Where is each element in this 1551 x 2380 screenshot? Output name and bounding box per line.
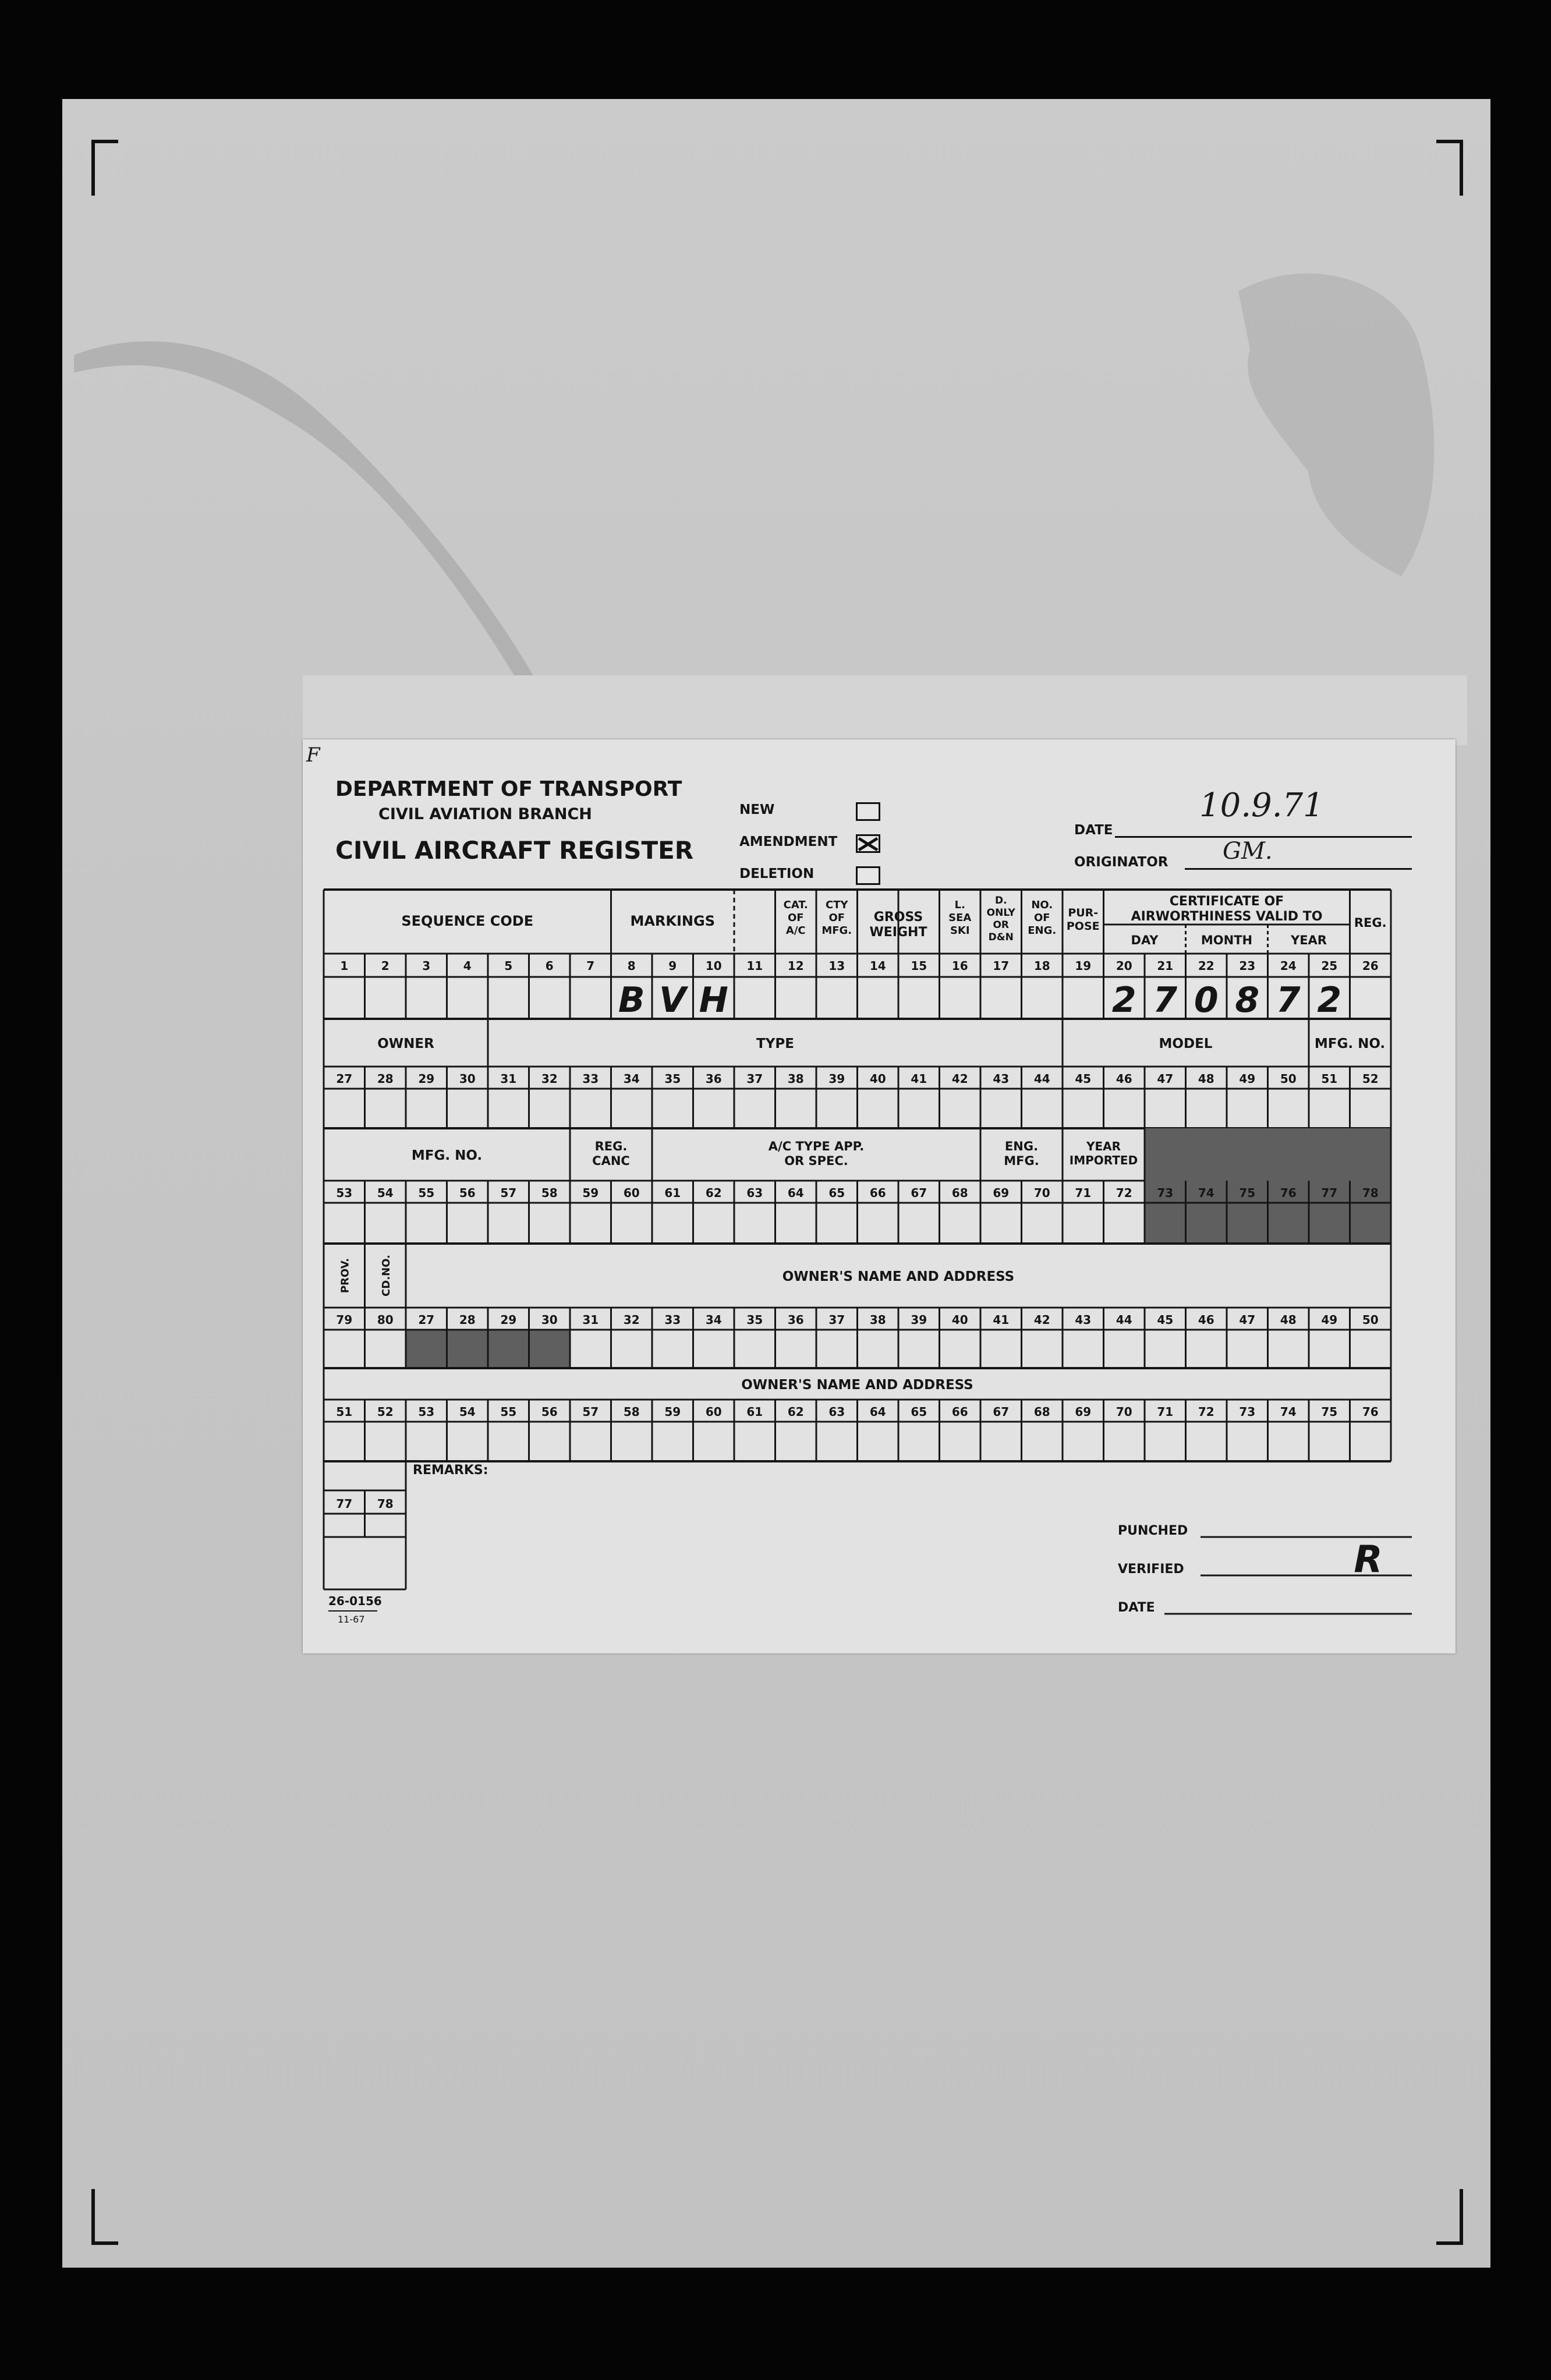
section2-column-number: 33 [582,1072,599,1086]
section4-column-number: 43 [1075,1313,1092,1327]
card-shadow [303,675,1467,745]
section5-column-number: 61 [746,1405,763,1419]
section5-column-number: 69 [1075,1405,1092,1419]
section2-column-number: 34 [623,1072,640,1086]
section3-column-number: 64 [787,1186,804,1200]
cty-header: OF [828,912,845,924]
punched-label: PUNCHED [1118,1524,1188,1538]
section5-column-number: 63 [828,1405,845,1419]
section4-column-number: 27 [418,1313,435,1327]
section5-column-number: 70 [1116,1405,1132,1419]
no-eng-header: ENG. [1028,925,1057,937]
form-number-rule [328,1610,377,1612]
handwritten-entry: 0 [1194,980,1219,1021]
markings-header: MARKINGS [630,913,716,929]
section1-column-number: 19 [1075,959,1092,973]
section3-column-number: 67 [911,1186,927,1200]
section4-column-number: 29 [500,1313,517,1327]
cat-header: OF [787,912,804,924]
section2-column-number: 30 [459,1072,476,1086]
prov-header: PROV. [339,1258,352,1294]
section1-column-number: 11 [746,959,763,973]
form-date-text: 11-67 [338,1614,365,1625]
ac-type-header: OR SPEC. [784,1154,848,1168]
section5-column-number: 56 [541,1405,558,1419]
section2-column-number: 32 [541,1072,558,1086]
year-header: YEAR [1291,933,1327,947]
section1-column-number: 2 [381,959,389,973]
section3-column-number: 75 [1239,1186,1256,1200]
section5-column-number: 55 [500,1405,517,1419]
section4-column-number: 34 [705,1313,722,1327]
section5-column-number: 68 [1033,1405,1050,1419]
section2-column-number: 28 [377,1072,394,1086]
purpose-header: PUR- [1068,906,1099,919]
section2-column-number: 44 [1033,1072,1050,1086]
section1-column-number: 7 [586,959,595,973]
section2-column-number: 51 [1321,1072,1338,1086]
section3-column-number: 74 [1198,1186,1214,1200]
section3-column-number: 77 [1321,1186,1338,1200]
section4-column-number: 49 [1321,1313,1338,1327]
section5-column-number: 71 [1157,1405,1174,1419]
section2-column-number: 31 [500,1072,517,1086]
reg-canc-header: CANC [592,1154,630,1168]
section1-column-number: 26 [1362,959,1379,973]
section5-column-number: 75 [1321,1405,1338,1419]
no-eng-header: NO. [1031,899,1053,911]
purpose-header: POSE [1066,920,1100,933]
section2-column-number: 27 [336,1072,353,1086]
year-imported-header: YEAR [1086,1139,1121,1153]
section4-column-number: 41 [993,1313,1010,1327]
sequence-code-header: SEQUENCE CODE [401,913,534,929]
section3-column-number: 61 [664,1186,681,1200]
crop-mark-bottom-right [1436,2189,1463,2245]
section1-column-number: 1 [340,959,349,973]
corner-mark: F [306,743,320,767]
section1-column-number: 22 [1198,959,1214,973]
section4-column-number: 47 [1239,1313,1256,1327]
section2-column-number: 40 [869,1072,886,1086]
section1-column-number: 21 [1157,959,1174,973]
section3-column-number: 56 [459,1186,476,1200]
section2-column-number: 45 [1075,1072,1092,1086]
ac-type-header: A/C TYPE APP. [768,1139,865,1153]
section5-column-number: 57 [582,1405,599,1419]
day-header: DAY [1131,933,1159,947]
register-title: CIVIL AIRCRAFT REGISTER [335,836,694,865]
year-imported-header: IMPORTED [1069,1153,1138,1167]
originator-label: ORIGINATOR [1074,855,1168,870]
section5-column-number: 73 [1239,1405,1256,1419]
section2-column-number: 36 [705,1072,722,1086]
section4-column-number: 46 [1198,1313,1214,1327]
section1-column-number: 23 [1239,959,1256,973]
section4-column-number: 45 [1157,1313,1174,1327]
certificate-header: AIRWORTHINESS VALID TO [1131,909,1323,924]
model-header: MODEL [1159,1036,1213,1051]
section3-column-number: 57 [500,1186,517,1200]
section3-column-number: 66 [869,1186,886,1200]
section1-column-number: 10 [705,959,722,973]
section1-column-number: 13 [828,959,845,973]
section1-column-number: 15 [911,959,927,973]
reg-header: REG. [1354,916,1387,930]
d-only-header: OR [993,919,1010,931]
section2-column-number: 41 [911,1072,927,1086]
section4-column-number: 39 [911,1313,927,1327]
remarks-label: REMARKS: [413,1463,488,1478]
section3-column-number: 73 [1157,1186,1174,1200]
handwritten-entry: 7 [1153,980,1178,1021]
footer-column-number: 78 [377,1497,394,1511]
section2-column-number: 52 [1362,1072,1379,1086]
section2-column-number: 50 [1280,1072,1297,1086]
section4-column-number: 38 [869,1313,886,1327]
d-only-header: D&N [988,932,1014,943]
cd-no-header: CD.NO. [380,1255,392,1297]
section2-column-number: 38 [787,1072,804,1086]
cat-header: CAT. [783,899,808,911]
section4-column-number: 37 [828,1313,845,1327]
section4-column-number: 32 [623,1313,640,1327]
crop-mark-top-left [91,140,118,196]
handwritten-entry: 2 [1317,980,1342,1021]
section5-column-number: 67 [993,1405,1010,1419]
section5-column-number: 51 [336,1405,353,1419]
crop-mark-top-right [1436,140,1463,196]
footer-column-number: 77 [336,1497,353,1511]
handwritten-entry: 7 [1276,980,1301,1021]
amendment-label: AMENDMENT [739,834,838,849]
mfg-no-header: MFG. NO. [1314,1036,1386,1051]
section1-column-number: 12 [787,959,804,973]
section4-column-number: 30 [541,1313,558,1327]
section2-column-number: 48 [1198,1072,1214,1086]
section1-column-number: 8 [627,959,636,973]
section1-column-number: 17 [993,959,1010,973]
section4-column-number: 28 [459,1313,476,1327]
section3-column-number: 76 [1280,1186,1297,1200]
handwritten-entry: 2 [1111,980,1136,1021]
section1-column-number: 18 [1033,959,1050,973]
section1-column-number: 6 [545,959,554,973]
section3-column-number: 72 [1116,1186,1132,1200]
handwritten-entry: 8 [1235,980,1260,1021]
handwritten-entry: B [618,980,645,1021]
section1-column-number: 14 [869,959,886,973]
gross-weight-header: GROSS [873,910,923,925]
register-grid [303,739,1456,1653]
form-number-text: 26-0156 [328,1594,382,1608]
section3-column-number: 68 [951,1186,968,1200]
verified-label: VERIFIED [1118,1562,1184,1577]
section5-column-number: 58 [623,1405,640,1419]
register-card [303,739,1456,1653]
section3-column-number: 69 [993,1186,1010,1200]
mfg-no-header-2: MFG. NO. [411,1148,483,1163]
section2-column-number: 43 [993,1072,1010,1086]
owner-name-header-2: OWNER'S NAME AND ADDRESS [741,1377,973,1393]
section5-column-number: 76 [1362,1405,1379,1419]
section5-column-number: 59 [664,1405,681,1419]
department-title: DEPARTMENT OF TRANSPORT [335,777,682,801]
section4-column-number: 50 [1362,1313,1379,1327]
eng-mfg-header: ENG. [1004,1139,1039,1153]
originator-value[interactable]: GM. [1223,838,1273,865]
section4-column-number: 40 [951,1313,968,1327]
owner-name-header: OWNER'S NAME AND ADDRESS [782,1269,1015,1284]
section3-column-number: 53 [336,1186,353,1200]
no-eng-header: OF [1033,912,1050,924]
section4-column-number: 48 [1280,1313,1297,1327]
crop-mark-bottom-left [91,2189,118,2245]
section5-column-number: 65 [911,1405,927,1419]
d-only-header: ONLY [986,907,1015,919]
section2-column-number: 37 [746,1072,763,1086]
section3-column-number: 65 [828,1186,845,1200]
handwritten-entry: H [699,980,728,1021]
section3-column-number: 58 [541,1186,558,1200]
section5-column-number: 62 [787,1405,804,1419]
section4-column-number: 44 [1116,1313,1132,1327]
section1-column-number: 24 [1280,959,1297,973]
section5-column-number: 72 [1198,1405,1214,1419]
deletion-label: DELETION [739,866,815,881]
section2-column-number: 46 [1116,1072,1132,1086]
section4-column-number: 35 [746,1313,763,1327]
new-label: NEW [739,802,775,817]
section5-column-number: 66 [951,1405,968,1419]
section3-column-number: 54 [377,1186,394,1200]
branch-title: CIVIL AVIATION BRANCH [378,805,592,823]
date-label: DATE [1074,823,1113,838]
section2-column-number: 47 [1157,1072,1174,1086]
section5-column-number: 64 [869,1405,886,1419]
section3-column-number: 59 [582,1186,599,1200]
section2-column-number: 35 [664,1072,681,1086]
cty-header: CTY [825,899,848,911]
section4-column-number: 42 [1033,1313,1050,1327]
section5-column-number: 74 [1280,1405,1297,1419]
section4-column-number: 79 [336,1313,353,1327]
section3-column-number: 62 [705,1186,722,1200]
section2-column-number: 42 [951,1072,968,1086]
section1-column-number: 3 [422,959,431,973]
section5-column-number: 60 [705,1405,722,1419]
l-sea-ski-header: SEA [948,912,972,924]
section1-column-number: 4 [463,959,472,973]
owner-header: OWNER [377,1036,434,1051]
section4-column-number: 31 [582,1313,599,1327]
section1-column-number: 16 [951,959,968,973]
month-header: MONTH [1201,933,1253,947]
section5-column-number: 53 [418,1405,435,1419]
section1-column-number: 20 [1116,959,1132,973]
section4-column-number: 80 [377,1313,394,1327]
date-value[interactable]: 10.9.71 [1199,787,1324,824]
section5-column-number: 52 [377,1405,394,1419]
eng-mfg-header: MFG. [1004,1154,1039,1168]
handwritten-entry: V [659,980,686,1021]
reg-canc-header: REG. [594,1139,628,1153]
cat-header: A/C [785,925,806,937]
cty-header: MFG. [821,925,852,937]
section3-column-number: 55 [418,1186,435,1200]
l-sea-ski-header: L. [954,899,965,911]
section4-column-number: 36 [787,1313,804,1327]
section1-column-number: 25 [1321,959,1338,973]
certificate-header: CERTIFICATE OF [1169,894,1284,909]
section3-column-number: 71 [1075,1186,1092,1200]
d-only-header: D. [994,895,1007,906]
section2-column-number: 39 [828,1072,845,1086]
section3-column-number: 63 [746,1186,763,1200]
section2-column-number: 29 [418,1072,435,1086]
verified-initials: R [1354,1538,1383,1581]
gross-weight-header: WEIGHT [869,925,927,940]
section1-column-number: 5 [504,959,513,973]
type-header: TYPE [756,1036,794,1051]
section3-column-number: 70 [1033,1186,1050,1200]
l-sea-ski-header: SKI [950,925,970,937]
section3-column-number: 78 [1362,1186,1379,1200]
footer-date-label: DATE [1118,1600,1155,1615]
section4-column-number: 33 [664,1313,681,1327]
section1-column-number: 9 [668,959,677,973]
section5-column-number: 54 [459,1405,476,1419]
section2-column-number: 49 [1239,1072,1256,1086]
section3-column-number: 60 [623,1186,640,1200]
